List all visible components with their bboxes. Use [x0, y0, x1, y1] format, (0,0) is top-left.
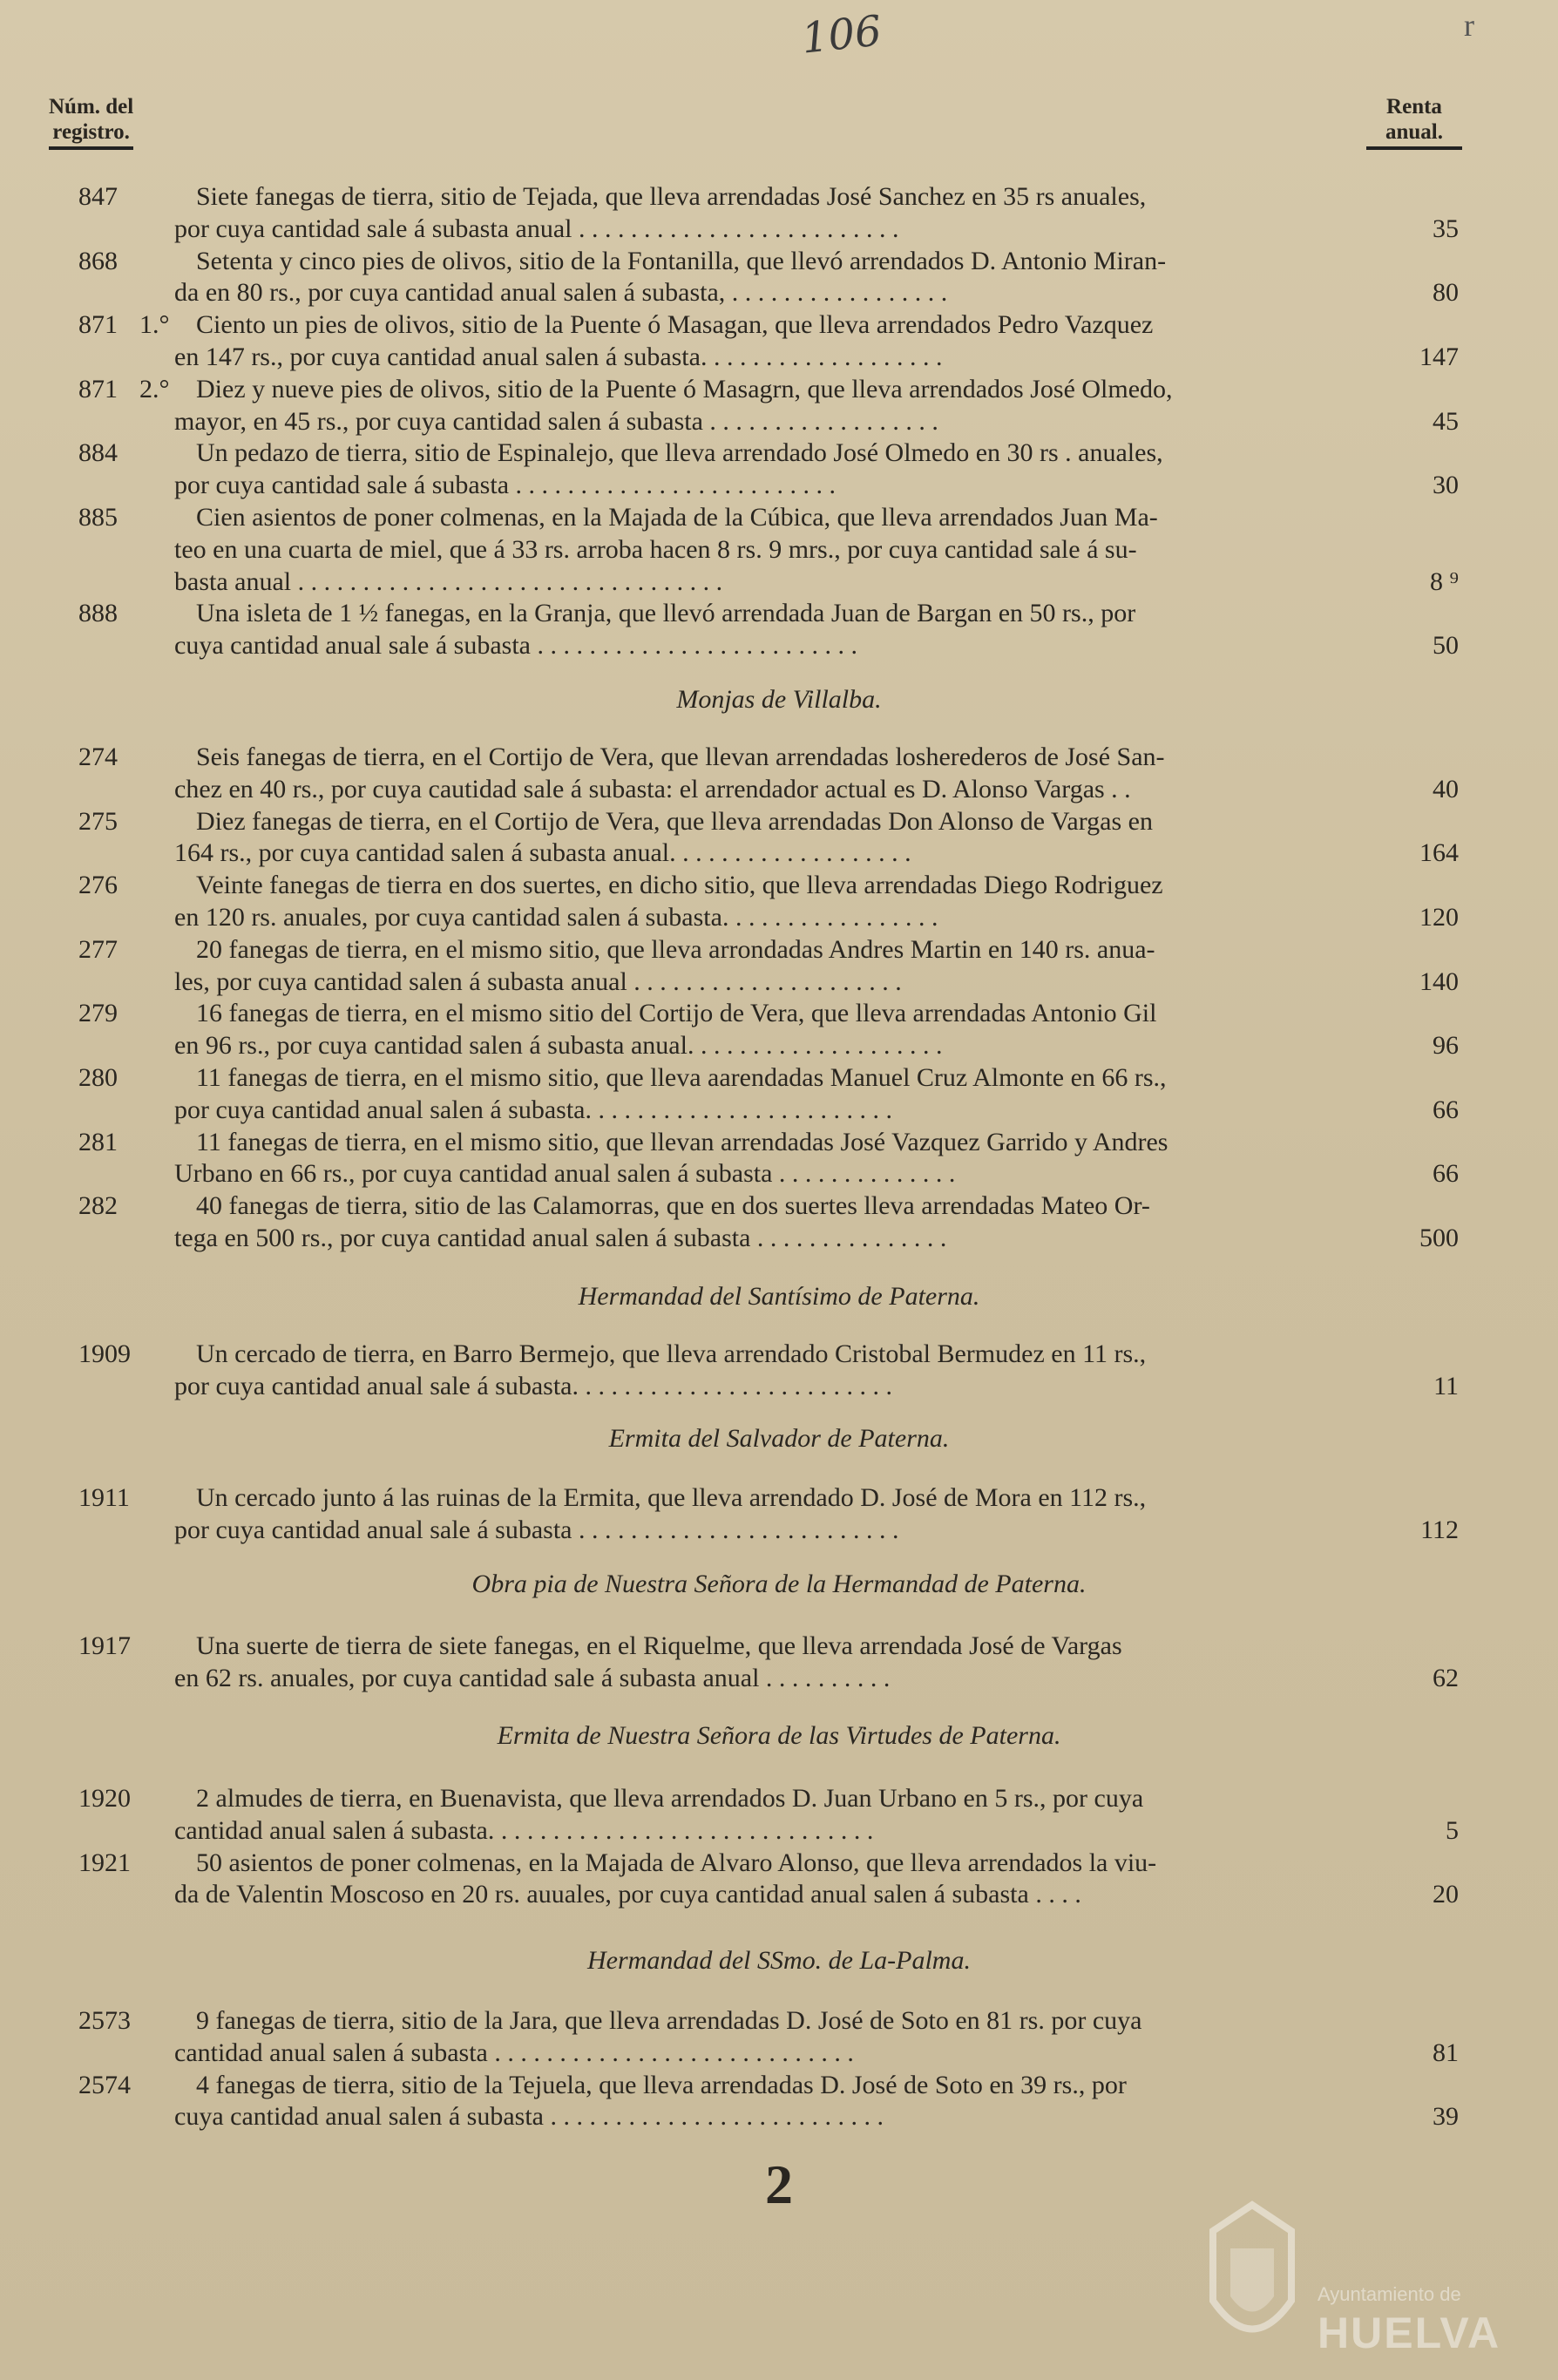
registro-number: 275 [78, 806, 118, 836]
column-header-registro: Núm. del registro. [49, 94, 133, 150]
registro-number: 276 [78, 871, 118, 900]
entry-text-line: por cuya cantidad anual sale á subasta . . . . . . . . . . . . . . . . . . . . . . . . . [174, 1515, 899, 1544]
entry-text-line: por cuya cantidad sale á subasta . . . . . . . . . . . . . . . . . . . . . . . . . [174, 471, 837, 500]
entry-text-line: Un cercado de tierra, en Barro Bermejo, que lleva arrendado Cristobal Bermudez en 11 rs., [196, 1339, 1147, 1368]
section-title: Hermandad del Santísimo de Paterna. [578, 1282, 980, 1311]
annual-rent: 500 [1419, 1223, 1459, 1252]
annual-rent: 120 [1419, 902, 1459, 932]
annual-rent: 140 [1419, 966, 1459, 996]
entry-text-line: tega en 500 rs., por cuya cantidad anual salen á subasta . . . . . . . . . . . . . . . [174, 1223, 947, 1252]
ledger-entry [0, 1061, 1558, 1126]
entry-text-line: por cuya cantidad anual salen á subasta. . . . . . . . . . . . . . . . . . . . . . . . [174, 1095, 892, 1124]
annual-rent: 20 [1433, 1880, 1459, 1909]
header-rule [49, 146, 133, 150]
entry-text-line: Setenta y cinco pies de olivos, sitio de la Fontanilla, que llevó arrendados D. Antonio Miran- [196, 246, 1167, 275]
annual-rent: 66 [1433, 1095, 1459, 1124]
ledger-entry [0, 997, 1558, 1061]
entry-text-line: en 147 rs., por cuya cantidad anual salen á subasta. . . . . . . . . . . . . . . . . . . [174, 342, 943, 371]
entry-text-line: en 62 rs. anuales, por cuya cantidad sale á subasta anual . . . . . . . . . . [174, 1663, 891, 1692]
registro-number: 847 [78, 182, 118, 211]
section-title: Monjas de Villalba. [676, 685, 882, 714]
entry-text-line: Cien asientos de poner colmenas, en la Majada de la Cúbica, que lleva arrendados Juan Ma- [196, 503, 1158, 532]
ledger-entry [0, 933, 1558, 998]
registro-number: 2574 [78, 2070, 131, 2099]
watermark-line2: HUELVA [1318, 2309, 1501, 2357]
section-title: Obra pia de Nuestra Señora de la Hermandad de Paterna. [471, 1570, 1087, 1598]
entry-text-line: cuya cantidad anual salen á subasta . . . . . . . . . . . . . . . . . . . . . . . . . . [174, 2102, 884, 2132]
handwritten-page-number: 106 [799, 6, 884, 64]
ledger-entry [0, 1482, 1558, 1546]
registro-number: 282 [78, 1191, 118, 1221]
ledger-entry [0, 309, 1558, 373]
entry-text-line: 11 fanegas de tierra, en el mismo sitio, que llevan arrendadas José Vazquez Garrido y Andres [196, 1127, 1168, 1156]
annual-rent: 80 [1433, 278, 1459, 308]
entry-text-line: 11 fanegas de tierra, en el mismo sitio, que lleva aarendadas Manuel Cruz Almonte en 66 rs., [196, 1063, 1167, 1092]
entry-text-line: 9 fanegas de tierra, sitio de la Jara, que lleva arrendadas D. José de Soto en 81 rs. por cuya [196, 2006, 1142, 2035]
registro-number: 277 [78, 934, 118, 964]
entry-text-line: Un pedazo de tierra, sitio de Espinalejo, que lleva arrendado José Olmedo en 30 rs . anuales, [196, 438, 1163, 468]
entry-text-line: Veinte fanegas de tierra en dos suertes, en dicho sitio, que lleva arrendadas Diego Rodriguez [196, 871, 1163, 900]
entry-text-line: da de Valentin Moscoso en 20 rs. auuales, por cuya cantidad anual salen á subasta . . . . [174, 1880, 1081, 1909]
annual-rent: 112 [1420, 1515, 1459, 1544]
ledger-entry [0, 1630, 1558, 1694]
entry-text-line: Una suerte de tierra de siete fanegas, en el Riquelme, que lleva arrendada José de Vargas [196, 1631, 1122, 1660]
ledger-entry [0, 805, 1558, 870]
registro-number: 885 [78, 503, 118, 532]
entry-text-line: Ciento un pies de olivos, sitio de la Puente ó Masagan, que lleva arrendados Pedro Vazquez [196, 310, 1154, 340]
registro-number: 871 [78, 374, 118, 403]
registro-number: 884 [78, 438, 118, 468]
section-title: Hermandad del SSmo. de La-Palma. [587, 1946, 971, 1975]
annual-rent: 8 ⁹ [1430, 566, 1459, 596]
entry-text-line: Diez y nueve pies de olivos, sitio de la Puente ó Masagrn, que lleva arrendados José Olmedo, [196, 374, 1173, 403]
entry-text-line: da en 80 rs., por cuya cantidad anual salen á subasta, . . . . . . . . . . . . . . . . . [174, 278, 948, 308]
coat-of-arms-icon [1196, 2196, 1309, 2362]
registro-subnumber: 2.° [139, 374, 170, 403]
corner-mark: r [1464, 8, 1474, 43]
entry-text-line: en 120 rs. anuales, por cuya cantidad salen á subasta. . . . . . . . . . . . . . . . . [174, 902, 938, 932]
entry-text-line: Una isleta de 1 ½ fanegas, en la Granja, que llevó arrendada Juan de Bargan en 50 rs., por [196, 599, 1136, 628]
registro-number: 888 [78, 599, 118, 628]
registro-number: 1911 [78, 1483, 130, 1512]
annual-rent: 35 [1433, 214, 1459, 243]
registro-subnumber: 1.° [139, 310, 170, 340]
entry-text-line: cuya cantidad anual sale á subasta . . . . . . . . . . . . . . . . . . . . . . . . . [174, 631, 857, 661]
section-title: Ermita de Nuestra Señora de las Virtudes de Paterna. [497, 1721, 1061, 1750]
annual-rent: 45 [1433, 406, 1459, 436]
annual-rent: 164 [1419, 838, 1459, 868]
registro-number: 871 [78, 310, 118, 340]
annual-rent: 81 [1433, 2038, 1459, 2067]
registro-number: 280 [78, 1063, 118, 1092]
section-title: Ermita del Salvador de Paterna. [608, 1424, 950, 1453]
page-number: 2 [765, 2153, 793, 2215]
entry-text-line: en 96 rs., por cuya cantidad salen á subasta anual. . . . . . . . . . . . . . . . . . . . [174, 1031, 943, 1061]
ledger-entry [0, 1190, 1558, 1254]
entry-text-line: Diez fanegas de tierra, en el Cortijo de Vera, que lleva arrendadas Don Alonso de Vargas en [196, 806, 1153, 836]
ledger-entry [0, 869, 1558, 933]
entry-text-line: cantidad anual salen á subasta. . . . . . . . . . . . . . . . . . . . . . . . . . . . . . [174, 1815, 874, 1845]
entry-text-line: 50 asientos de poner colmenas, en la Majada de Alvaro Alonso, que lleva arrendados la viu- [196, 1848, 1157, 1877]
entry-text-line: Seis fanegas de tierra, en el Cortijo de Vera, que llevan arrendadas losherederos de José San- [196, 742, 1165, 771]
annual-rent: 147 [1419, 342, 1459, 371]
annual-rent: 11 [1433, 1371, 1459, 1400]
ledger-entry [0, 501, 1558, 597]
entry-text-line: chez en 40 rs., por cuya cautidad sale á subasta: el arrendador actual es D. Alonso Vargas . . [174, 774, 1131, 804]
entry-text-line: por cuya cantidad sale á subasta anual . . . . . . . . . . . . . . . . . . . . . . . . . [174, 214, 899, 243]
ledger-entry [0, 1126, 1558, 1190]
annual-rent: 50 [1433, 631, 1459, 661]
watermark-line1: Ayuntamiento de [1318, 2283, 1461, 2305]
annual-rent: 66 [1433, 1159, 1459, 1189]
entry-text-line: teo en una cuarta de miel, que á 33 rs. arroba hacen 8 rs. 9 mrs., por cuya cantidad sale á su- [174, 534, 1137, 564]
entry-text-line: Un cercado junto á las ruinas de la Ermita, que lleva arrendado D. José de Mora en 112 rs., [196, 1483, 1147, 1512]
annual-rent: 30 [1433, 471, 1459, 500]
annual-rent: 40 [1433, 774, 1459, 804]
ledger-entry [0, 2069, 1558, 2133]
registro-number: 868 [78, 246, 118, 275]
entry-text-line: 2 almudes de tierra, en Buenavista, que lleva arrendados D. Juan Urbano en 5 rs., por cuya [196, 1784, 1144, 1813]
entry-text-line: por cuya cantidad anual sale á subasta. . . . . . . . . . . . . . . . . . . . . . . . . [174, 1371, 892, 1400]
registro-number: 281 [78, 1127, 118, 1156]
ledger-entry [0, 1847, 1558, 1911]
ledger-entry [0, 437, 1558, 501]
annual-rent: 62 [1433, 1663, 1459, 1692]
entry-text-line: 16 fanegas de tierra, en el mismo sitio del Cortijo de Vera, que lleva arrendadas Antonio Gil [196, 999, 1157, 1028]
entry-text-line: basta anual . . . . . . . . . . . . . . . . . . . . . . . . . . . . . . . . . [174, 566, 723, 596]
registro-number: 1917 [78, 1631, 131, 1660]
entry-text-line: les, por cuya cantidad salen á subasta anual . . . . . . . . . . . . . . . . . . . . . [174, 966, 902, 996]
entry-text-line: 40 fanegas de tierra, sitio de las Calamorras, que en dos suertes lleva arrendadas Mateo Or- [196, 1191, 1150, 1221]
ledger-entry [0, 2004, 1558, 2069]
registro-number: 1920 [78, 1784, 131, 1813]
ledger-entry [0, 1338, 1558, 1402]
entry-text-line: cantidad anual salen á subasta . . . . . . . . . . . . . . . . . . . . . . . . . . . . [174, 2038, 854, 2067]
ledger-entry [0, 245, 1558, 309]
registro-number: 2573 [78, 2006, 131, 2035]
annual-rent: 96 [1433, 1031, 1459, 1061]
annual-rent: 5 [1446, 1815, 1459, 1845]
ledger-entry [0, 741, 1558, 805]
registro-number: 1921 [78, 1848, 131, 1877]
registro-number: 274 [78, 742, 118, 771]
ledger-entry [0, 373, 1558, 437]
column-header-renta: Renta anual. [1366, 94, 1462, 150]
huelva-watermark-logo [1196, 2196, 1501, 2370]
header-rule [1366, 146, 1462, 150]
entry-text-line: Siete fanegas de tierra, sitio de Tejada, que lleva arrendadas José Sanchez en 35 rs anuales, [196, 182, 1147, 211]
ledger-entry [0, 1782, 1558, 1847]
entry-text-line: Urbano en 66 rs., por cuya cantidad anual salen á subasta . . . . . . . . . . . . . . [174, 1159, 956, 1189]
entry-text-line: 164 rs., por cuya cantidad salen á subasta anual. . . . . . . . . . . . . . . . . . . [174, 838, 911, 868]
entry-text-line: mayor, en 45 rs., por cuya cantidad salen á subasta . . . . . . . . . . . . . . . . . . [174, 406, 938, 436]
ledger-entry [0, 180, 1558, 245]
registro-number: 1909 [78, 1339, 131, 1368]
entry-text-line: 4 fanegas de tierra, sitio de la Tejuela, que lleva arrendadas D. José de Soto en 39 rs., por [196, 2070, 1127, 2099]
annual-rent: 39 [1433, 2102, 1459, 2132]
entry-text-line: 20 fanegas de tierra, en el mismo sitio, que lleva arrondadas Andres Martin en 140 rs. anua- [196, 934, 1155, 964]
registro-number: 279 [78, 999, 118, 1028]
ledger-entry [0, 597, 1558, 661]
